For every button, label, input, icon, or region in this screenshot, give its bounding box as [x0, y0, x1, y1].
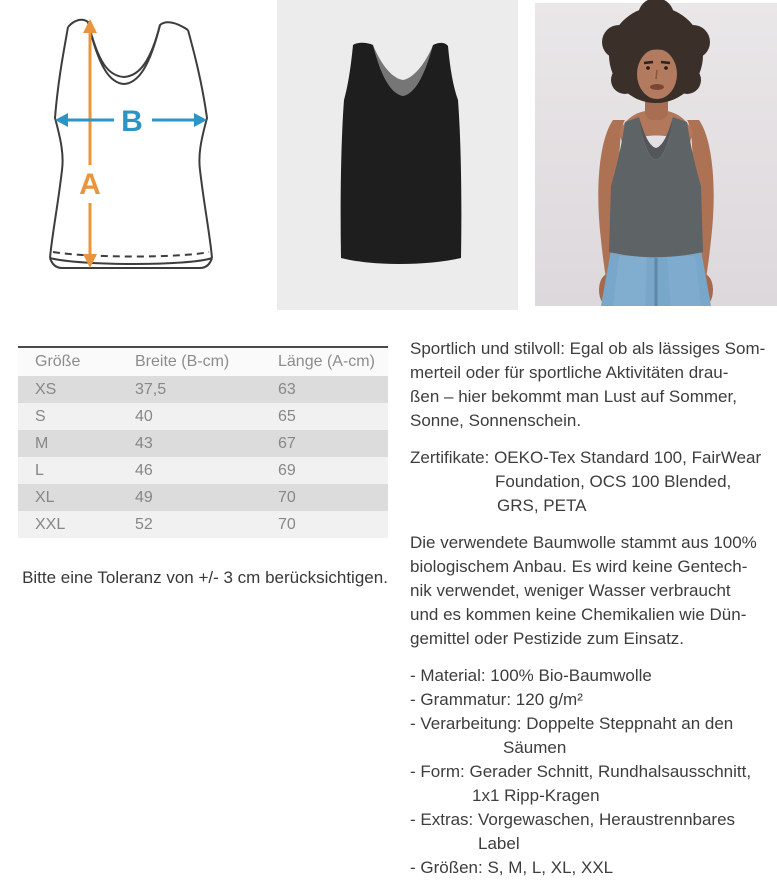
width-arrow [55, 105, 207, 138]
table-cell: 63 [278, 380, 296, 398]
text-line: ßen – hier bekommt man Lust auf Sommer, [410, 387, 737, 406]
text-line: - Material: 100% Bio-Baumwolle [410, 666, 652, 685]
text-line: 1x1 Ripp-Kragen [472, 786, 600, 805]
black-tank-shape [341, 43, 462, 264]
text-line: Foundation, OCS 100 Blended, [495, 472, 732, 491]
model-image [535, 0, 777, 310]
table-cell: M [35, 434, 49, 452]
table-row [18, 430, 388, 457]
table-cell: 67 [278, 434, 296, 452]
text-line: Säumen [503, 738, 567, 757]
text-line: und es kommen keine Chemikalien wie Dün- [410, 605, 747, 624]
size-table-head-row [18, 347, 388, 376]
text-line: gemittel oder Pestizide zum Einsatz. [410, 629, 685, 648]
text-line: merteil oder für sportliche Aktivitäten drau- [410, 363, 729, 382]
table-cell: XXL [35, 515, 66, 533]
table-row [18, 376, 388, 403]
text-line: Die verwendete Baumwolle stammt aus 100% [410, 533, 757, 552]
table-cell: 69 [278, 461, 296, 479]
table-cell: S [35, 407, 46, 425]
table-cell: 65 [278, 407, 296, 425]
tolerance-note: Bitte eine Toleranz von +/- 3 cm berücksichtigen. [22, 568, 388, 587]
text-line: - Grammatur: 120 g/m² [410, 690, 583, 709]
table-row [18, 511, 388, 538]
length-label: A [79, 168, 101, 201]
cotton-paragraph [410, 531, 777, 651]
text-line: biologischem Anbau. Es wird keine Gentech- [410, 557, 748, 576]
table-row [18, 403, 388, 430]
text-line: Zertifikate: OEKO-Tex Standard 100, FairWear [410, 448, 762, 467]
table-row [18, 457, 388, 484]
product-photo-model[interactable] [535, 0, 777, 310]
text-line: Label [478, 834, 520, 853]
measurement-diagram[interactable] [20, 10, 260, 300]
model-jeans [601, 250, 711, 306]
text-line: nik verwendet, weniger Wasser verbraucht [410, 581, 731, 600]
tank-top-measurement-drawing [20, 10, 260, 300]
table-cell: 70 [278, 488, 296, 506]
details-list [410, 664, 777, 880]
table-cell: 70 [278, 515, 296, 533]
intro-paragraph [410, 337, 777, 433]
certificates-paragraph [410, 446, 777, 518]
table-cell: XL [35, 488, 55, 506]
size-table [18, 346, 388, 538]
black-tank-top-image [277, 0, 518, 310]
hem-dashed-line [53, 252, 209, 257]
tank-outline [50, 20, 212, 268]
text-line: - Verarbeitung: Doppelte Steppnaht an den [410, 714, 734, 733]
table-cell: 49 [135, 488, 153, 506]
table-cell: 40 [135, 407, 153, 425]
column-header: Größe [18, 347, 135, 376]
table-row [18, 484, 388, 511]
text-line: Sonne, Sonnenschein. [410, 411, 582, 430]
text-line: - Größen: S, M, L, XL, XXL [410, 858, 614, 877]
table-cell: 52 [135, 515, 153, 533]
product-photo-flat[interactable] [277, 0, 518, 310]
text-line: - Form: Gerader Schnitt, Rundhalsausschnitt, [410, 762, 752, 781]
column-header: Breite (B-cm) [135, 347, 278, 376]
size-table-body [18, 376, 388, 538]
table-cell: 46 [135, 461, 153, 479]
table-cell: L [35, 461, 44, 479]
table-cell: 37,5 [135, 380, 167, 398]
text-line: GRS, PETA [497, 496, 587, 515]
column-header: Länge (A-cm) [278, 347, 388, 376]
table-cell: XS [35, 380, 57, 398]
text-line: - Extras: Vorgewaschen, Heraustrennbares [410, 810, 736, 829]
width-label: B [121, 105, 143, 138]
product-description [410, 337, 777, 893]
text-line: Sportlich und stilvoll: Egal ob als lässiges Som- [410, 339, 766, 358]
table-cell: 43 [135, 434, 153, 452]
